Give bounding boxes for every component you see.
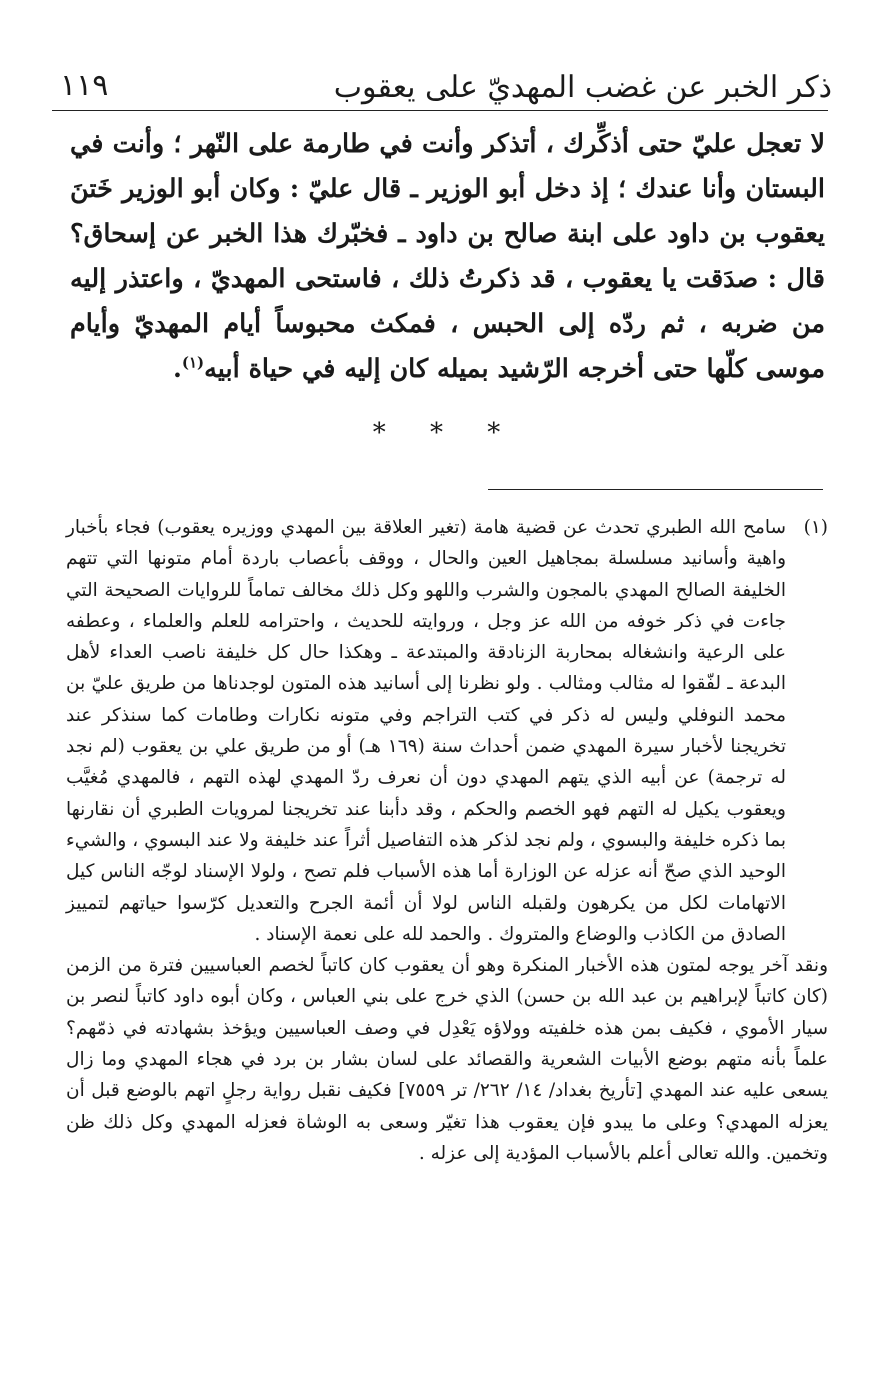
footnote-item xyxy=(66,512,828,950)
footnote-paragraph-2: ونقد آخر يوجه لمتون هذه الأخبار المنكرة وهو أن يعقوب كان كاتباً لخصم العباسيين فترة من الزمن (كان كاتباً لإبراهيم بن عبد الله بن حسن) الذي خرج على بني العباس ، وكان أبوه داود كاتباً لنصر بن سيار الأموي ، فكيف بمن هذه خلفيته وولاؤه يَعْدِل في وصف العباسيين ويؤخذ بشهادته في ذمّهم؟ علماً بأنه متهم بوضع الأبيات الشعرية والقصائد على لسان بشار بن برد في هجاء المهدي وما زال يسعى عليه عند المهدي [تأريخ بغداد/ ١٤/ ٢٦٢/ تر ٧٥٥٩] فكيف نقبل رواية رجلٍ اتهم بالوضع قبل أن يعزله المهدي؟ وعلى ما يبدو فإن يعقوب هذا تغيّر وسعى به الوشاة فعزله المهدي وكل ذلك ظن وتخمين. والله تعالى أعلم بالأسباب المؤدية إلى عزله . xyxy=(66,955,829,1164)
footnotes xyxy=(66,512,828,1169)
header-rule xyxy=(52,110,828,111)
footnote-reference[interactable]: (١) xyxy=(181,353,205,372)
section-separator: * * * xyxy=(372,418,519,448)
main-text xyxy=(70,122,825,392)
main-paragraph-text: لا تعجل عليّ حتى أذكِّرك ، أتذكر وأنت في طارمة على النّهر ؛ وأنت في البستان وأنا عندك ؛ إذ دخل أبو الوزير ـ قال عليّ : وكان أبو الوزير خَتنَ يعقوب بن داود على ابنة صالح بن داود ـ فخبّرك هذا الخبر عن إسحاق؟ قال : صدَقت يا يعقوب ، قد ذكرتُ ذلك ، فاستحى المهديّ ، واعتذر إليه من ضربه ، ثم ردّه إلى الحبس ، فمكث محبوساً أيام المهديّ وأيام موسى كلّها حتى أخرجه الرّشيد بميله كان إليه في حياة أبيه xyxy=(70,129,825,384)
footnote-number: (١) xyxy=(803,517,828,538)
page-number: ١١٩ xyxy=(60,68,109,103)
paragraph-end-mark: . xyxy=(172,354,182,384)
main-paragraph xyxy=(70,122,825,392)
footnote-paragraph-1: سامح الله الطبري تحدث عن قضية هامة (تغير العلاقة بين المهدي ووزيره يعقوب) فجاء بأخبار واهية وأسانيد مسلسلة بمجاهيل العين والحال ، ووقف بأعصاب باردة أمام متونها التي تتهم الخليفة الصالح المهدي بالمجون والشرب واللهو وكل ذلك مخالف تماماً للروايات الصحيحة التي جاءت في ذكر خوفه من الله عز وجل ، وروايته للحديث ، واحترامه للعلم والعلماء ، وعطفه على الرعية وانشغاله بمحاربة الزنادقة والمبتدعة ـ وهكذا حال كل خليفة ناصب العداء لأهل البدعة ـ لفّقوا له مثالب ومثالب . ولو نظرنا إلى أسانيد هذه المتون لوجدناها من طريق عليّ بن محمد النوفلي وليس له ذكر في كتب التراجم وفي متونه نكارات وطامات كما سنذكر عند تخريجنا لأخبار سيرة المهدي ضمن أحداث سنة (١٦٩ هـ) أو من طريق علي بن يعقوب (لم نجد له ترجمة) عن أبيه الذي يتهم المهدي دون أن نعرف ردّ المهدي لهذه التهم ، فالمهدي مُغيَّب ويعقوب يكيل له التهم فهو الخصم والحكم ، وقد دأبنا عند تخريجنا لمرويات الطبري أن نقارنها بما ذكره خليفة والبسوي ، ولم نجد لذكر هذه التفاصيل أثراً عند خليفة ولا عند البسوي ، والشيء الوحيد الذي صحّ أنه عزله عن الوزارة أما هذه الأسباب فلم تصح ، ولولا الإسناد لوجّه الناس كيل الاتهامات لكل من يكرهون ولقبله الناس لولا أن أئمة الجرح والتعديل كرّسوا حياتهم لتمييز الصادق من الكاذب والوضاع والمتروك . والحمد لله على نعمة الإسناد . xyxy=(66,517,786,945)
running-title: ذكر الخبر عن غضب المهديّ على يعقوب xyxy=(333,70,832,105)
footnote-rule xyxy=(488,489,823,490)
page-header xyxy=(52,58,832,118)
